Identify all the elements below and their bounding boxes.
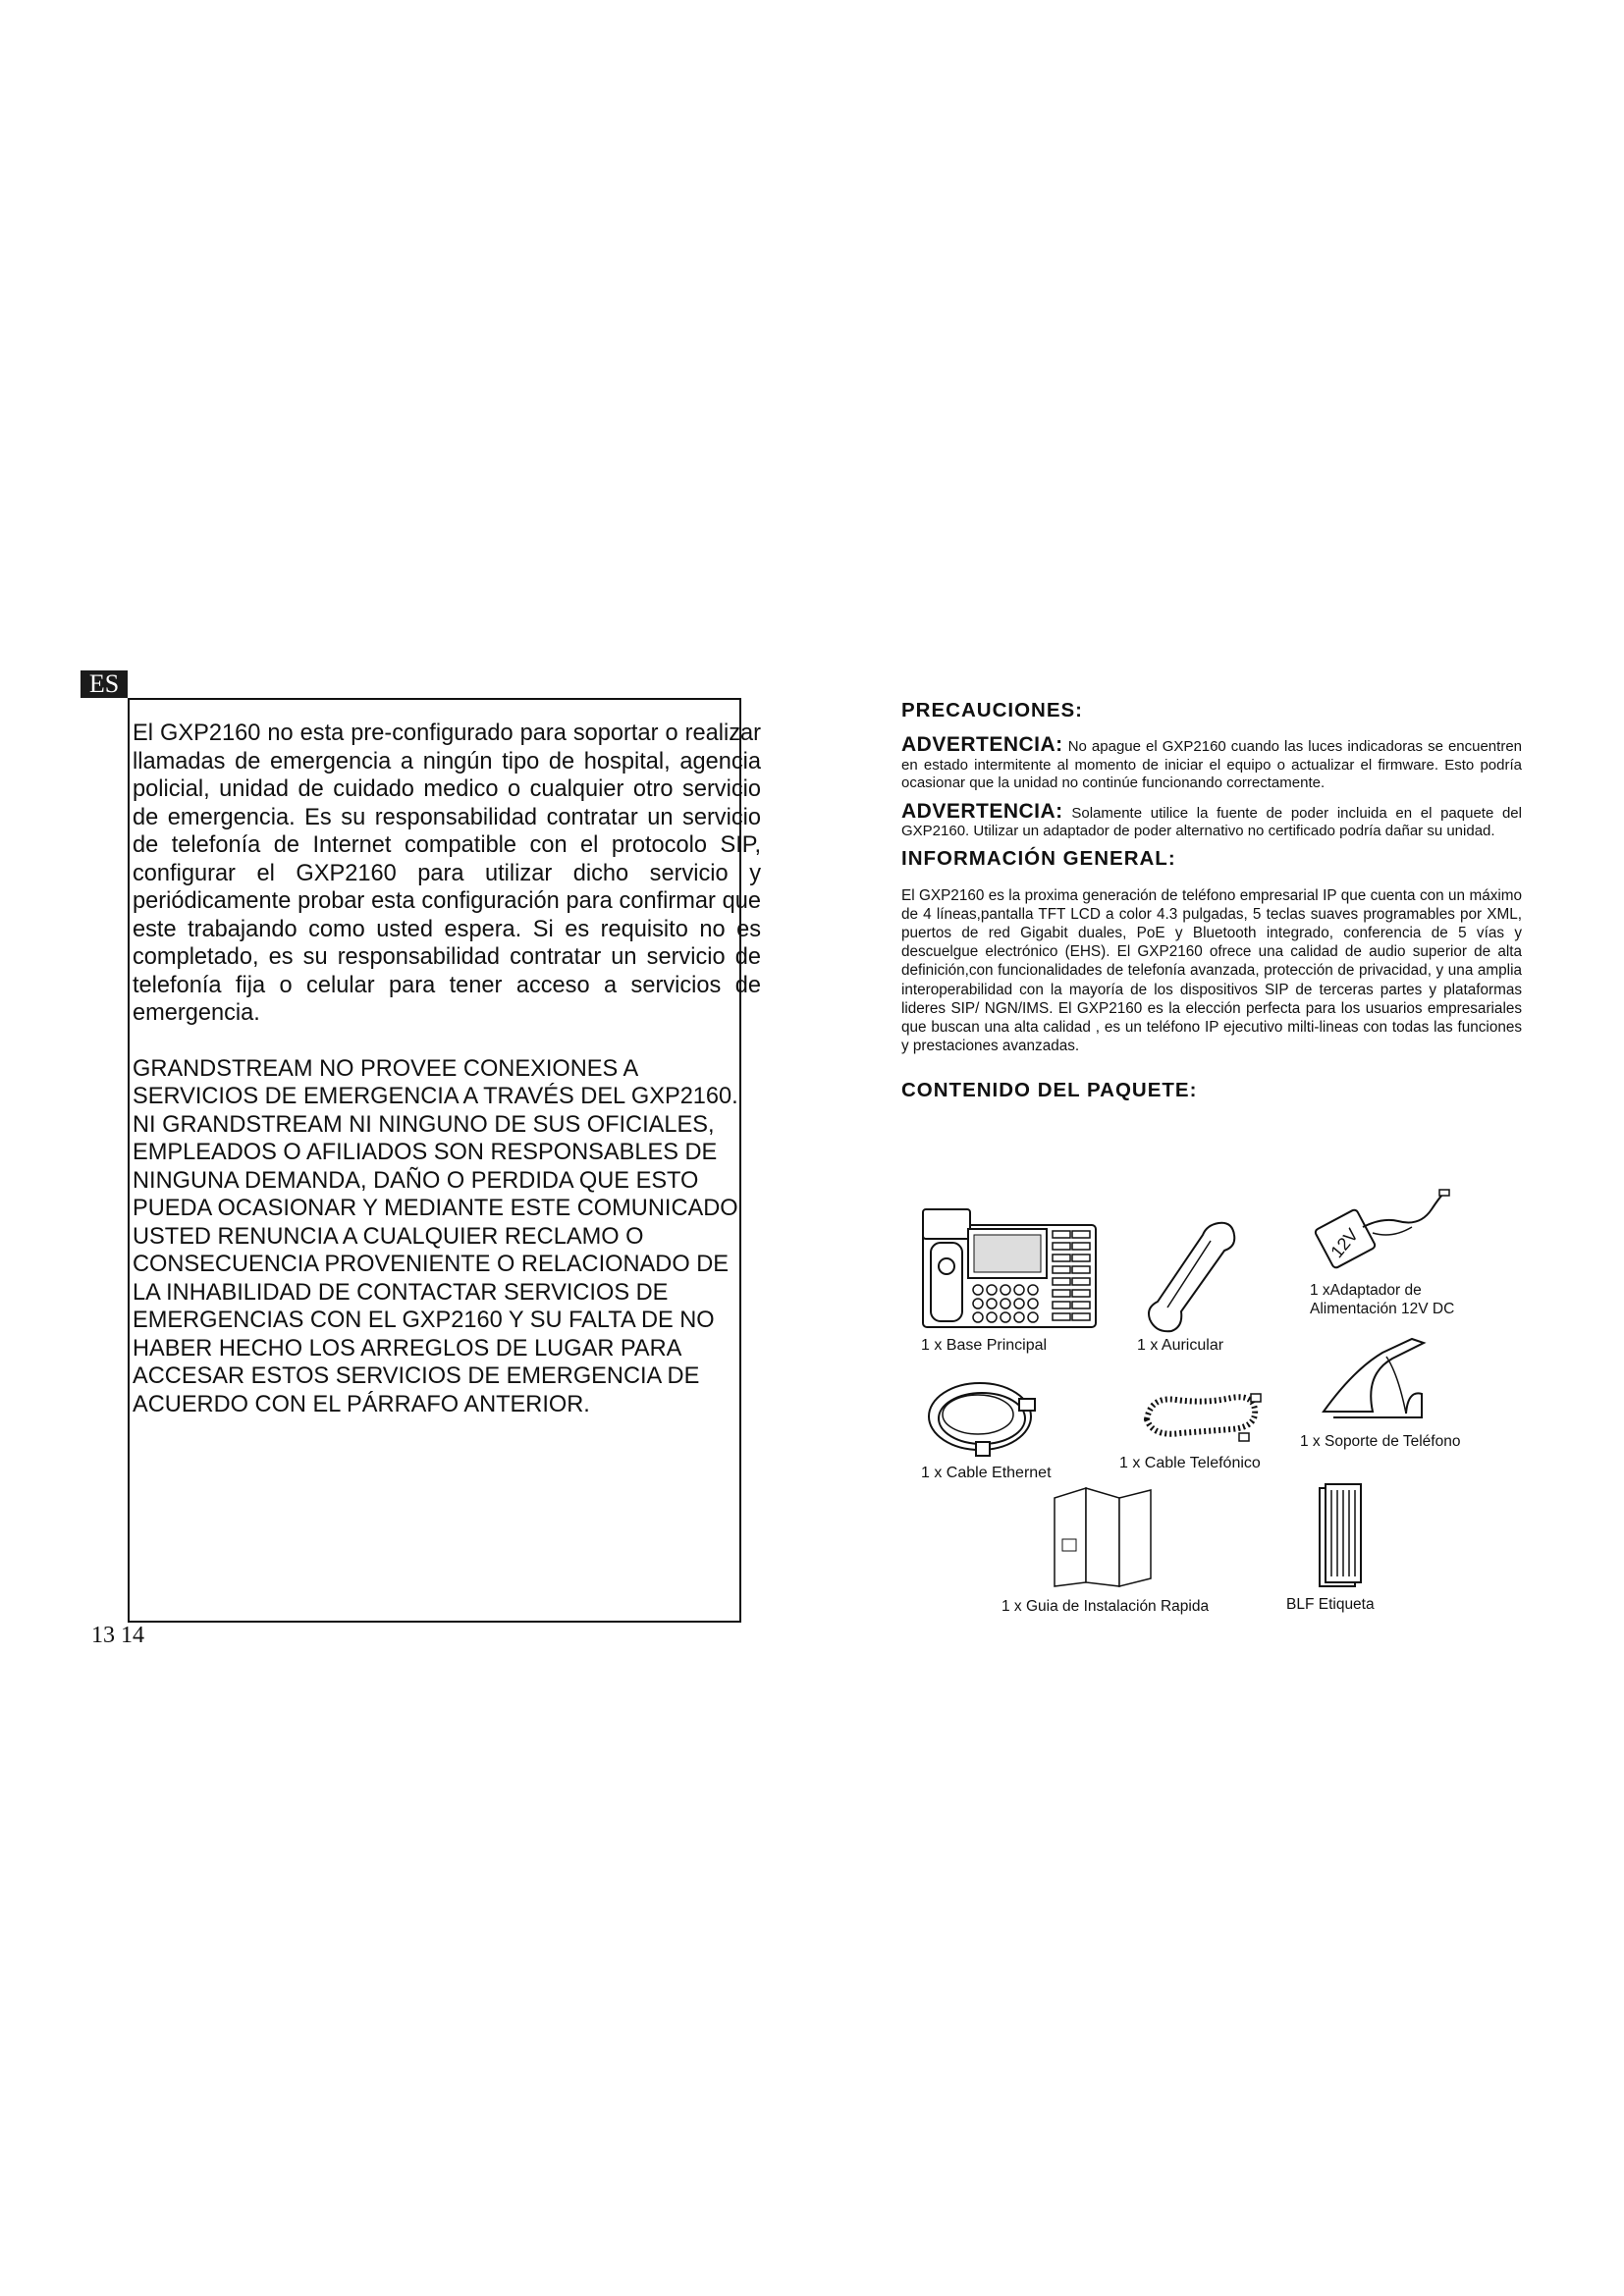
warning-paragraph-1 <box>901 733 1522 793</box>
quick-guide-label: 1 x Guia de Instalación Rapida <box>1001 1598 1210 1615</box>
phone-cable-illustration <box>1137 1384 1265 1453</box>
general-info-heading: INFORMACIÓN GENERAL: <box>901 846 1176 870</box>
blf-label-label: BLF Etiqueta <box>1286 1596 1375 1613</box>
phone-cable-label: 1 x Cable Telefónico <box>1119 1455 1261 1471</box>
quick-guide-illustration <box>1049 1482 1157 1590</box>
power-adapter-label <box>1310 1281 1454 1318</box>
package-contents <box>901 1188 1522 1639</box>
power-adapter-illustration <box>1304 1188 1451 1286</box>
warning-paragraph-2 <box>901 799 1522 841</box>
page-numbers: 13 14 <box>91 1623 144 1648</box>
warning-text: Solamente utilice la fuente de poder incluida en el paquete del GXP2160. Utilizar un adaptador de poder alternativo no certificado podría dañar su unidad. <box>901 804 1522 839</box>
power-adapter-label-line1: 1 xAdaptador de <box>1310 1282 1422 1299</box>
warning-text: No apague el GXP2160 cuando las luces indicadoras se encuentren en estado intermitente al momento de iniciar el equipo o actualizar el firmware. Esto podría ocasionar que la unidad no continúe funcionando correctamente. <box>901 738 1522 791</box>
emergency-intro-paragraph: El GXP2160 no esta pre-configurado para soportar o realizar llamadas de emergencia a ningún tipo de hospital, agencia policial, unidad de cuidado medico o cualquier otro servicio de emergencia. Es su responsabilidad contratar un servicio de telefonía de Internet compatible con el protocolo SIP, configurar el GXP2160 para utilizar dicho servicio y periódicamente probar esta configuración para confirmar que este trabajando como usted espera. Si es requisito no es completado, es su responsabilidad contratar un servicio de telefonía fija o celular para tener acceso a servicios de emergencia. <box>133 721 761 1026</box>
phone-stand-illustration <box>1314 1335 1432 1423</box>
handset-illustration <box>1142 1217 1240 1335</box>
language-tab: ES <box>81 670 128 698</box>
emergency-disclaimer-paragraph: GRANDSTREAM NO PROVEE CONEXIONES A SERVICIOS DE EMERGENCIA A TRAVÉS DEL GXP2160. NI GRANDSTREAM NI NINGUNO DE SUS OFICIALES, EMPLEADOS O AFILIADOS SON RESPONSABLES DE NINGUNA DEMANDA, DAÑO O PERDIDA QUE ESTO PUEDA OCASIONAR Y MEDIANTE ESTE COMUNICADO USTED RENUNCIA A CUALQUIER RECLAMO O CONSECUENCIA PROVENIENTE O RELACIONADO DE LA INHABILIDAD DE CONTACTAR SERVICIOS DE EMERGENCIAS CON EL GXP2160 Y SU FALTA DE NO HABER HECHO LOS ARREGLOS DE LUGAR PARA ACCESAR ESTOS SERVICIOS DE EMERGENCIA DE ACUERDO CON EL PÁRRAFO ANTERIOR. <box>133 1055 738 1417</box>
warning-label: ADVERTENCIA: <box>901 799 1063 823</box>
warning-label: ADVERTENCIA: <box>901 733 1063 756</box>
base-phone-illustration <box>921 1207 1098 1335</box>
right-column <box>901 697 1522 1102</box>
emergency-notice <box>133 720 761 1446</box>
ethernet-cable-label: 1 x Cable Ethernet <box>921 1465 1052 1481</box>
adapter-voltage-marking: 12V <box>1326 1224 1363 1262</box>
phone-stand-label: 1 x Soporte de Teléfono <box>1300 1433 1461 1450</box>
package-contents-heading: CONTENIDO DEL PAQUETE: <box>901 1079 1198 1102</box>
base-phone-label: 1 x Base Principal <box>921 1337 1048 1354</box>
general-info-paragraph: El GXP2160 es la proxima generación de teléfono empresarial IP que cuenta con un máximo de 4 líneas,pantalla TFT LCD a color 4.3 pulgadas, 5 teclas suaves programables por XML, puertos de red Gigabit duales, PoE y Bluetooth integrado, conferencia de 5 vías y descuelgue electrónico (EHS). El GXP2160 ofrece una calidad de audio superior de alta definición,con funcionalidades de telefonía avanzada, protección de privacidad, y una amplia interoperabilidad con la mayoría de los dispositivos SIP de terceras partes y plataformas lideres SIP/ NGN/IMS. El GXP2160 es la elección perfecta para los usuarios empresariales que buscan una alta calidad , es un teléfono IP ejecutivo milti-lineas con todas las funciones y prestaciones avanzadas. <box>901 886 1522 1055</box>
ethernet-cable-illustration <box>921 1369 1068 1468</box>
precautions-heading: PRECAUCIONES: <box>901 699 1083 721</box>
blf-label-illustration <box>1314 1482 1373 1590</box>
power-adapter-label-line2: Alimentación 12V DC <box>1310 1301 1455 1317</box>
handset-label: 1 x Auricular <box>1137 1337 1224 1354</box>
